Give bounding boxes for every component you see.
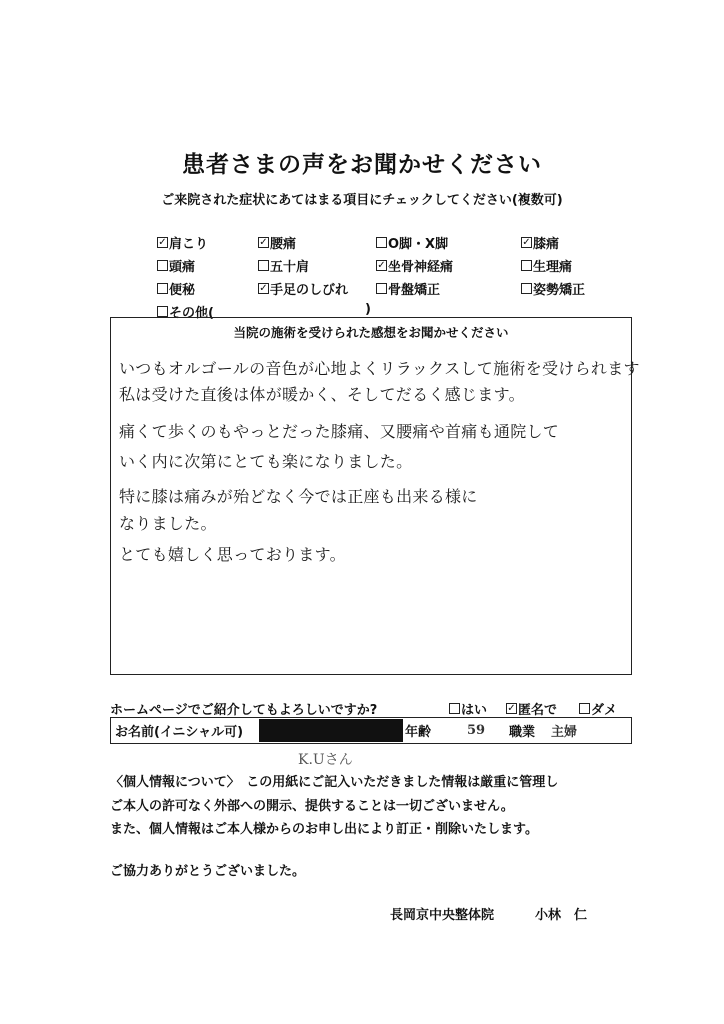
age-label: 年齢 <box>405 724 432 740</box>
handwritten-line: 痛くて歩くのもやっとだった膝痛、又腰痛や首痛も通院して <box>119 422 560 441</box>
job-value: 主婦 <box>551 724 578 740</box>
option-anonymous[interactable]: ✓ 匿名で <box>507 702 558 718</box>
handwritten-line: なりました。 <box>119 514 217 533</box>
checkbox[interactable] <box>376 283 387 294</box>
symptom-item[interactable] <box>521 256 572 275</box>
handwritten-line: いつもオルゴールの音色が心地よくリラックスして施術を受けられます <box>119 359 640 378</box>
symptom-label: 腰痛 <box>270 237 297 252</box>
checkbox[interactable] <box>157 283 168 294</box>
symptom-item[interactable] <box>376 279 440 298</box>
symptom-label: 手足のしびれ <box>270 283 349 298</box>
symptom-item[interactable] <box>258 233 296 252</box>
page-subtitle: ご来院された症状にあてはまる項目にチェックしてください(複数可) <box>161 193 563 208</box>
symptom-label: 便秘 <box>169 283 196 298</box>
privacy-line: ご本人の許可なく外部への開示、提供することは一切ございません。 <box>110 799 514 814</box>
practitioner-name: 小林 仁 <box>535 908 588 923</box>
checkbox[interactable]: ✓ <box>158 236 167 248</box>
symptom-item[interactable] <box>157 233 208 252</box>
symptom-item[interactable] <box>376 256 453 275</box>
privacy-line: また、個人情報はご本人様からのお申し出により訂正・削除いたします。 <box>110 822 538 837</box>
symptom-item[interactable] <box>258 279 348 298</box>
impressions-box <box>110 317 640 675</box>
option-no[interactable]: ダメ <box>579 699 617 718</box>
handwritten-line: いく内に次第にとても楽になりました。 <box>119 452 413 471</box>
symptom-label: 五十肩 <box>270 260 310 275</box>
checkbox[interactable] <box>521 283 532 294</box>
symptom-item[interactable] <box>521 279 585 298</box>
checkbox[interactable] <box>579 703 590 714</box>
thanks-text: ご協力ありがとうございました。 <box>110 864 306 879</box>
handwritten-line: 私は受けた直後は体が暖かく、そしてだるく感じます。 <box>119 385 525 404</box>
impressions-heading: 当院の施術を受けられた感想をお聞かせください <box>233 325 509 340</box>
symptom-label: 姿勢矯正 <box>533 283 586 298</box>
symptom-label: 頭痛 <box>169 260 196 275</box>
name-row <box>110 717 632 744</box>
symptom-item[interactable] <box>157 279 195 298</box>
clinic-name: 長岡京中央整体院 <box>390 908 495 923</box>
checkbox[interactable] <box>258 260 269 271</box>
option-yes[interactable]: はい <box>449 699 487 718</box>
job-label: 職業 <box>509 724 536 740</box>
homepage-question: ホームページでご紹介してもよろしいですか? <box>110 703 378 718</box>
symptom-label: O脚・X脚 <box>388 237 449 252</box>
redacted-name <box>259 719 403 742</box>
checkbox[interactable]: ✓ <box>259 236 268 248</box>
checkbox[interactable]: ✓ <box>522 236 531 248</box>
checkbox[interactable] <box>521 260 532 271</box>
symptom-label: 肩こり <box>169 237 209 252</box>
name-label: お名前(イニシャル可) <box>115 724 244 740</box>
symptom-item[interactable] <box>521 233 559 252</box>
checkbox[interactable] <box>157 306 168 317</box>
handwritten-line: 特に膝は痛みが殆どなく今では正座も出来る様に <box>119 487 478 506</box>
checkbox[interactable]: ✓ <box>507 702 516 714</box>
handwritten-initials: K.Uさん <box>298 752 353 768</box>
checkbox[interactable] <box>157 260 168 271</box>
symptom-label: 膝痛 <box>533 237 560 252</box>
checkbox[interactable] <box>376 237 387 248</box>
other-close-paren: ) <box>365 302 371 317</box>
handwritten-line: とても嬉しく思っております。 <box>119 545 346 564</box>
symptom-label: 生理痛 <box>533 260 573 275</box>
checkbox[interactable]: ✓ <box>377 259 386 271</box>
symptom-label: 坐骨神経痛 <box>388 260 454 275</box>
checkbox[interactable]: ✓ <box>259 282 268 294</box>
symptom-item[interactable] <box>376 233 448 252</box>
symptom-label: その他( <box>169 306 214 321</box>
checkbox[interactable] <box>449 703 460 714</box>
symptom-item[interactable] <box>258 256 309 275</box>
privacy-line: 〈個人情報について〉 この用紙にご記入いただきました情報は厳重に管理し <box>110 775 559 790</box>
symptom-item[interactable] <box>157 256 195 275</box>
age-value: 59 <box>467 722 486 738</box>
page-title: 患者さまの声をお聞かせください <box>182 152 542 178</box>
symptom-label: 骨盤矯正 <box>388 283 441 298</box>
